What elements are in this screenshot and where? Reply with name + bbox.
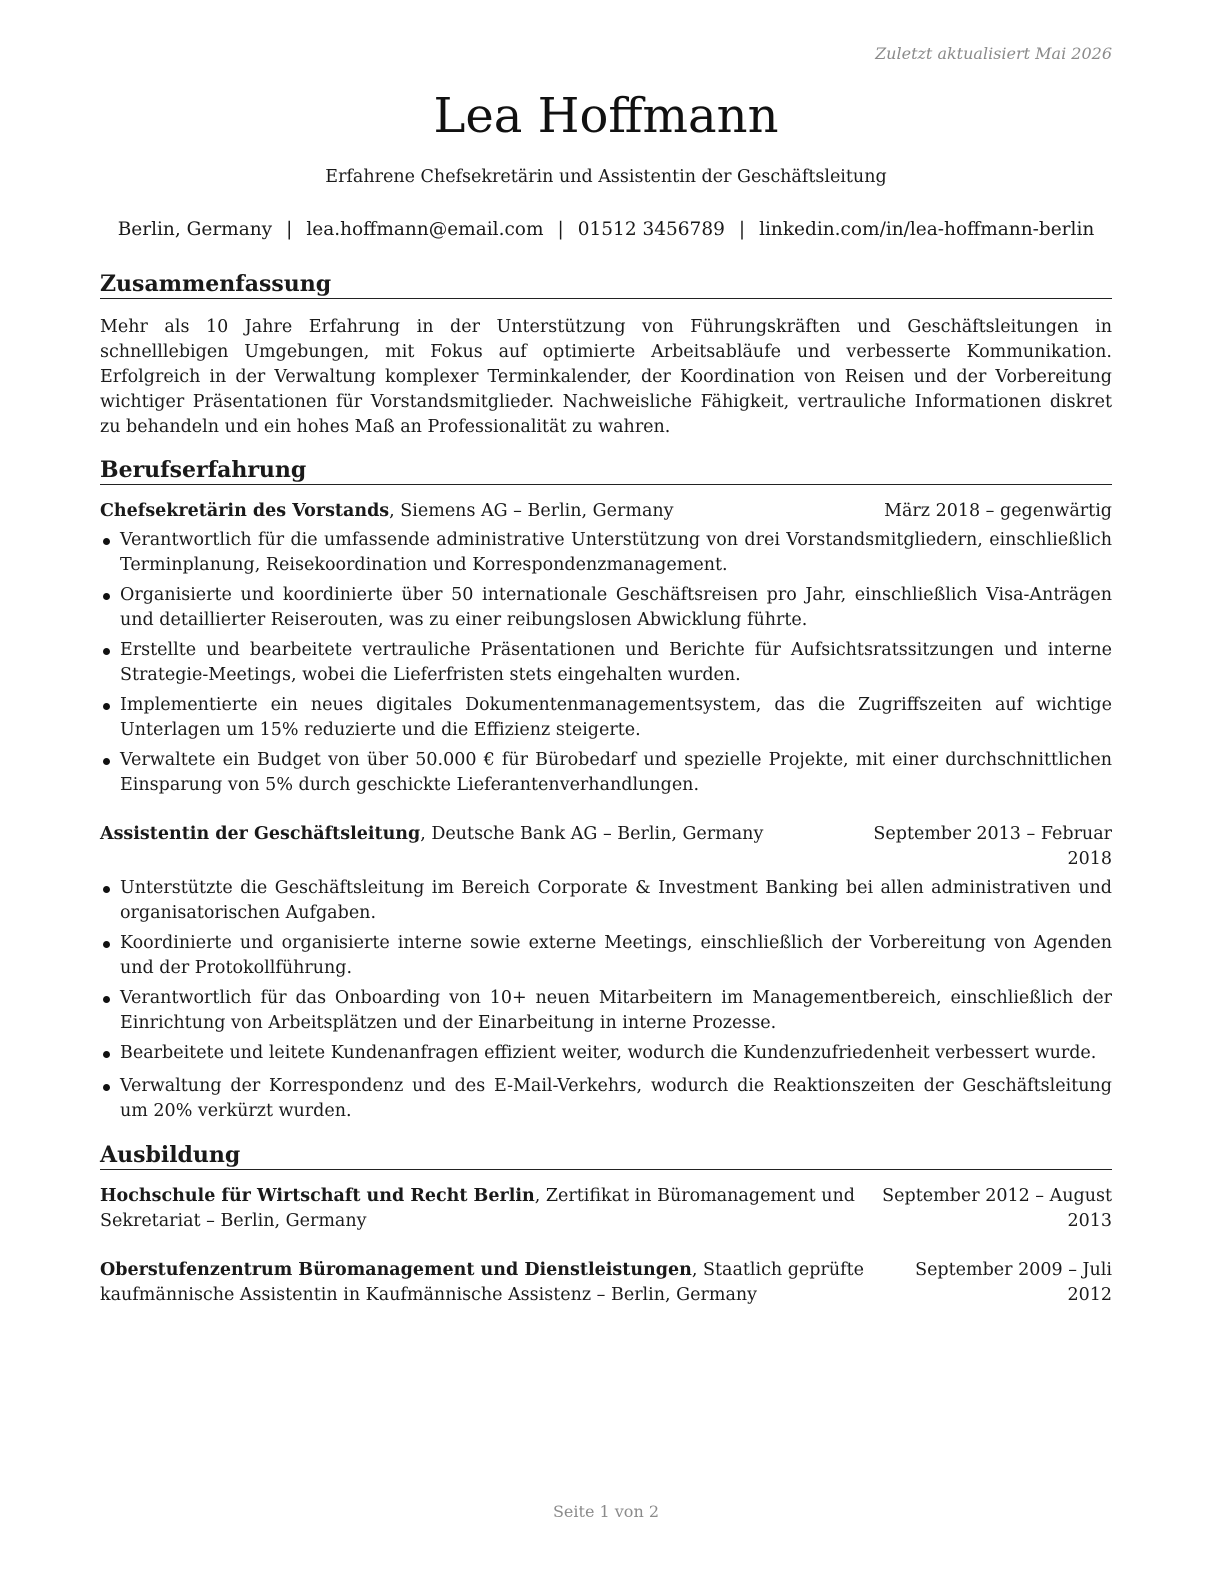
job-dates — [873, 822, 1112, 872]
job-entry-siemens — [100, 499, 1112, 803]
list-item: Erstellte und bearbeitete vertrauliche Präsentationen und Berichte für Aufsichtsratssitzungen und interne Strategie-Meetings, wobei die Lieferfristen stets eingehalten wurden. — [100, 638, 1112, 688]
job-bullets — [100, 528, 1112, 798]
education-dates — [877, 1184, 1112, 1234]
last-updated-note: Zuletzt aktualisiert Mai 2026 — [875, 44, 1112, 63]
resume-page — [100, 0, 1112, 1584]
list-item: Verwaltete ein Budget von über 50.000 € für Bürobedarf und spezielle Projekte, mit einer durchschnittlichen Einsparung von 5% durch geschickte Lieferantenverhandlungen. — [100, 748, 1112, 798]
job-header — [100, 499, 1112, 524]
summary-text: Mehr als 10 Jahre Erfahrung in der Unterstützung von Führungskräften und Geschäftsleitungen in schnelllebigen Umgebungen, mit Fokus auf optimierte Arbeitsabläufe und verbesserte Kommunikation. Erfolgreich in der Verwaltung komplexer Terminkalender, der Koordination von Reisen und der Vorbereitung wichtiger Präsentationen für Vorstandsmitglieder. Nachweisliche Fähigkeit, vertrauliche Informationen diskret zu behandeln und ein hohes Maß an Professionalität zu wahren. — [100, 317, 1112, 437]
section-title-experience: Berufserfahrung — [100, 456, 1112, 485]
job-company: , Siemens AG – Berlin, Germany — [389, 501, 674, 521]
list-item: Verantwortlich für die umfassende administrative Unterstützung von drei Vorstandsmitgliedern, einschließlich Terminplanung, Reisekoordination und Korrespondenzmanagement. — [100, 528, 1112, 578]
section-title-education: Ausbildung — [100, 1141, 1112, 1170]
education-dates-line1: September 2009 – Juli — [915, 1260, 1112, 1280]
list-item: Verwaltung der Korrespondenz und des E-Mail-Verkehrs, wodurch die Reaktionszeiten der Geschäftsleitung um 20% verkürzt wurden. — [100, 1074, 1112, 1124]
education-entry — [100, 1184, 1112, 1234]
job-dates-line1: September 2013 – Februar — [873, 824, 1112, 844]
candidate-name: Lea Hoffmann — [433, 88, 779, 144]
education-description — [100, 1184, 870, 1234]
education-description — [100, 1258, 870, 1308]
page-number: Seite 1 von 2 — [552, 1502, 660, 1521]
education-entry — [100, 1258, 1112, 1308]
job-dates-line2: 2018 — [1067, 849, 1112, 869]
list-item: Implementierte ein neues digitales Dokumentenmanagementsystem, das die Zugriffszeiten auf wichtige Unterlagen um 15% reduzierte und die Effizienz steigerte. — [100, 693, 1112, 743]
list-item: Bearbeitete und leitete Kundenanfragen effizient weiter, wodurch die Kundenzufriedenheit verbessert wurde. — [100, 1041, 1112, 1066]
job-dates: März 2018 – gegenwärtig — [884, 501, 1112, 521]
contact-separator: | — [286, 219, 293, 240]
contact-phone: 01512 3456789 — [577, 219, 725, 240]
education-dates-line2: 2013 — [1067, 1211, 1112, 1231]
job-title: Chefsekretärin des Vorstands — [100, 501, 390, 521]
job-entry-deutsche-bank — [100, 822, 1112, 1129]
job-header — [100, 822, 1112, 869]
education-detail: , Staatlich geprüfte kaufmännische Assistentin in Kaufmännische Assistenz – Berlin, Germany — [100, 1260, 864, 1305]
job-bullets — [100, 876, 1112, 1124]
headline: Erfahrene Chefsekretärin und Assistentin der Geschäftsleitung — [325, 167, 887, 187]
list-item: Koordinierte und organisierte interne sowie externe Meetings, einschließlich der Vorbereitung von Agenden und der Protokollführung. — [100, 931, 1112, 981]
education-institution: Hochschule für Wirtschaft und Recht Berlin — [100, 1186, 535, 1206]
list-item: Organisierte und koordinierte über 50 internationale Geschäftsreisen pro Jahr, einschließlich Visa-Anträgen und detaillierter Reiserouten, was zu einer reibungslosen Abwicklung führte. — [100, 583, 1112, 633]
contact-separator: | — [557, 219, 564, 240]
contact-location: Berlin, Germany — [117, 219, 273, 240]
contact-email[interactable]: lea.hoffmann@email.com — [306, 219, 544, 240]
contact-line — [100, 219, 1112, 240]
list-item: Verantwortlich für das Onboarding von 10+ neuen Mitarbeitern im Managementbereich, einschließlich der Einrichtung von Arbeitsplätzen und der Einarbeitung in interne Prozesse. — [100, 986, 1112, 1036]
contact-linkedin[interactable]: linkedin.com/in/lea-hoffmann-berlin — [759, 219, 1095, 240]
contact-separator: | — [738, 219, 746, 240]
education-dates-line1: September 2012 – August — [882, 1186, 1112, 1206]
education-institution: Oberstufenzentrum Büromanagement und Dienstleistungen — [100, 1260, 692, 1280]
list-item: Unterstützte die Geschäftsleitung im Bereich Corporate & Investment Banking bei allen administrativen und organisatorischen Aufgaben. — [100, 876, 1112, 926]
education-detail: , Zertifikat in Büromanagement und Sekretariat – Berlin, Germany — [100, 1186, 855, 1231]
job-company: , Deutsche Bank AG – Berlin, Germany — [420, 824, 764, 844]
education-dates-line2: 2012 — [1067, 1285, 1112, 1305]
section-title-summary: Zusammenfassung — [100, 270, 1112, 299]
job-title: Assistentin der Geschäftsleitung — [100, 824, 421, 844]
education-dates — [877, 1258, 1112, 1308]
